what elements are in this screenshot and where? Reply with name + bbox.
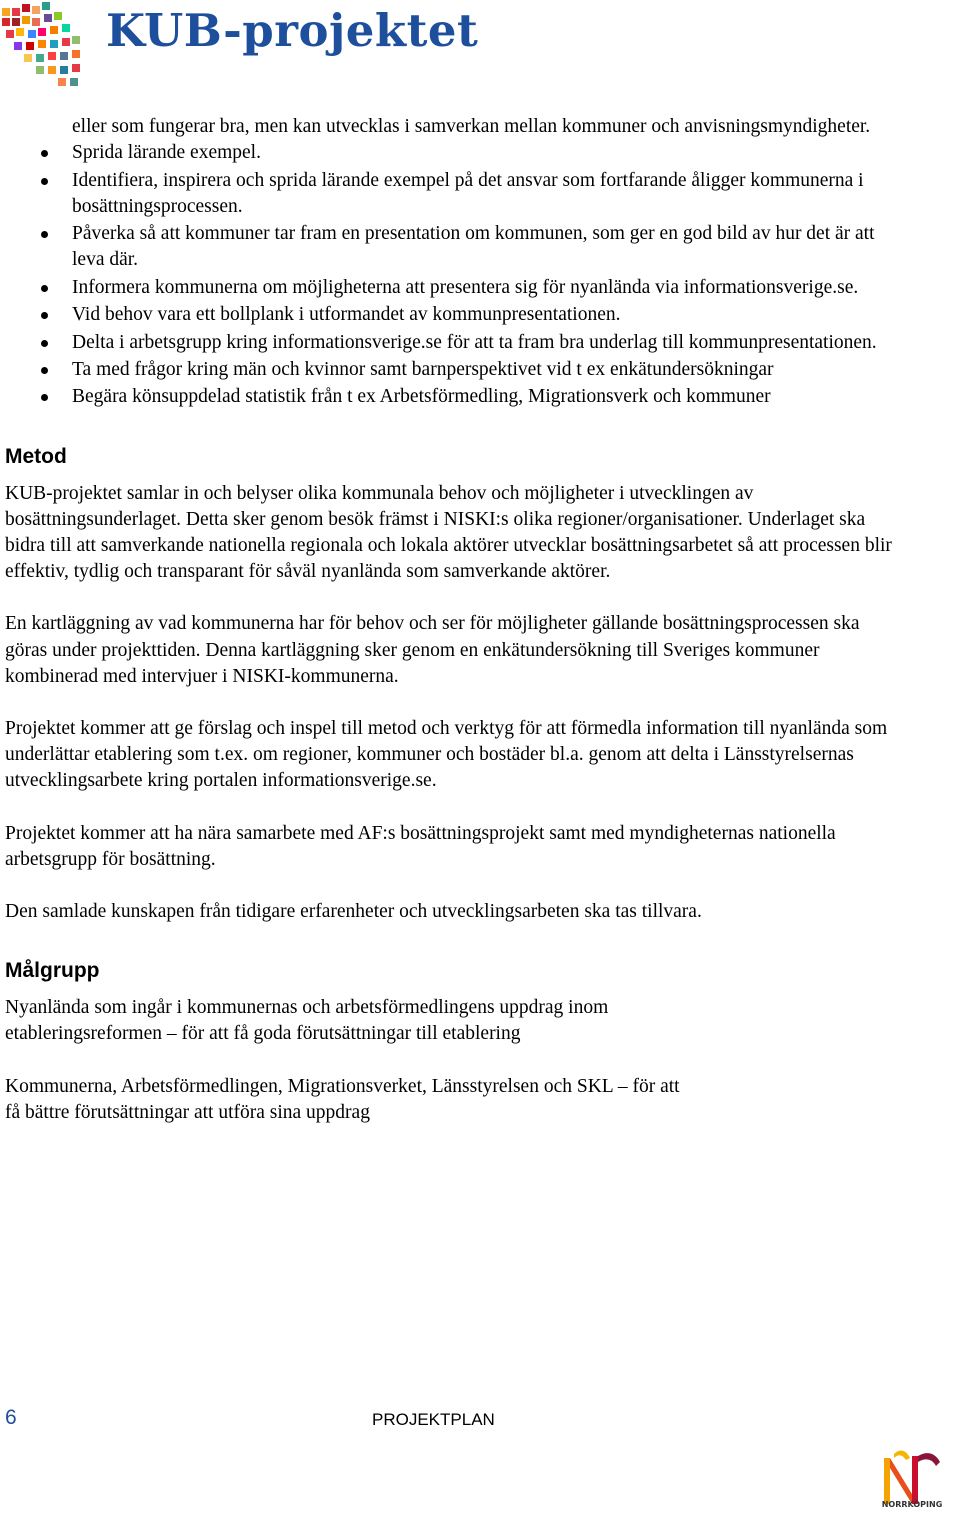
malgrupp-paragraph: Nyanlända som ingår i kommunernas och arbetsförmedlingens uppdrag inom etableringsreformen – för att få goda förutsättningar till etablering (5, 997, 609, 1045)
bullet-continuation: eller som fungerar bra, men kan utvecklas i samverkan mellan kommuner och anvisningsmyndigheter. (72, 116, 871, 137)
list-item: Informera kommunerna om möjligheterna att presentera sig för nyanlända via informationsverige.se. (5, 275, 905, 301)
metod-paragraph: En kartläggning av vad kommunerna har för behov och ser för möjligheter gällande bosättningsprocessen ska göras under projekttiden. Denna kartläggning sker genom en enkätundersökning till Sveriges kommuner kombinerad med intervjuer i NISKI-kommunerna. (5, 613, 860, 687)
metod-paragraph: Den samlade kunskapen från tidigare erfarenheter och utvecklingsarbeten ska tas tillvara. (5, 900, 702, 922)
bullet-icon (41, 150, 48, 157)
document-body (5, 114, 905, 1126)
bullet-icon (41, 367, 48, 374)
bullet-icon (41, 340, 48, 347)
bullet-icon (41, 178, 48, 185)
bullet-icon (41, 285, 48, 292)
footer-label: PROJEKTPLAN (372, 1410, 495, 1429)
list-item: Identifiera, inspirera och sprida lärande exempel på det ansvar som fortfarande åligger kommunerna i bosättningsprocessen. (5, 168, 905, 220)
metod-paragraph: Projektet kommer att ha nära samarbete med AF:s bosättningsprojekt samt med myndigheternas nationella arbetsgrupp för bosättning. (5, 822, 836, 870)
kub-logo-icon (0, 0, 88, 88)
section-heading-metod: Metod (5, 444, 67, 468)
bullet-icon (41, 394, 48, 401)
metod-paragraph: Projektet kommer att ge förslag och inspel till metod och verktyg för att förmedla information till nyanlända som underlättar etablering som t.ex. om regioner, kommuner och bostäder bl.a. genom att delta i Länsstyrelsernas utvecklingsarbete kring portalen informationsverige.se. (5, 717, 888, 792)
list-item: Sprida lärande exempel. (5, 140, 905, 166)
page-number: 6 (5, 1406, 17, 1429)
norrkoping-logo-text: NORRKÖPING (881, 1500, 943, 1509)
list-item: Vid behov vara ett bollplank i utformandet av kommunpresentationen. (5, 302, 905, 328)
list-item: Delta i arbetsgrupp kring informationsverige.se för att ta fram bra underlag till kommunpresentationen. (5, 330, 905, 356)
list-item: Påverka så att kommuner tar fram en presentation om kommunen, som ger en god bild av hur det är att leva där. (5, 221, 905, 273)
header-title: KUB-projektet (106, 4, 479, 57)
list-item: Begära könsuppdelad statistik från t ex Arbetsförmedling, Migrationsverk och kommuner (5, 384, 905, 410)
bullet-icon (41, 312, 48, 319)
list-item: Ta med frågor kring män och kvinnor samt barnperspektivet vid t ex enkätundersökningar (5, 357, 905, 383)
malgrupp-paragraph: Kommunerna, Arbetsförmedlingen, Migrationsverket, Länsstyrelsen och SKL – för att få bättre förutsättningar att utföra sina uppdrag (5, 1075, 680, 1123)
bullet-list (5, 140, 905, 410)
bullet-icon (41, 231, 48, 238)
metod-paragraph: KUB-projektet samlar in och belyser olika kommunala behov och möjligheter i utvecklingen av bosättningsunderlaget. Detta sker genom besök främst i NISKI:s olika regioner/organisationer. Underlaget ska bidra till att samverkande nationella regionala och lokala aktörer utvecklar bosättningsarbetet så att processen blir effektiv, tydlig och transparant för såväl nyanlända som samverkande aktörer. (5, 482, 892, 583)
section-heading-malgrupp: Målgrupp (5, 959, 100, 983)
